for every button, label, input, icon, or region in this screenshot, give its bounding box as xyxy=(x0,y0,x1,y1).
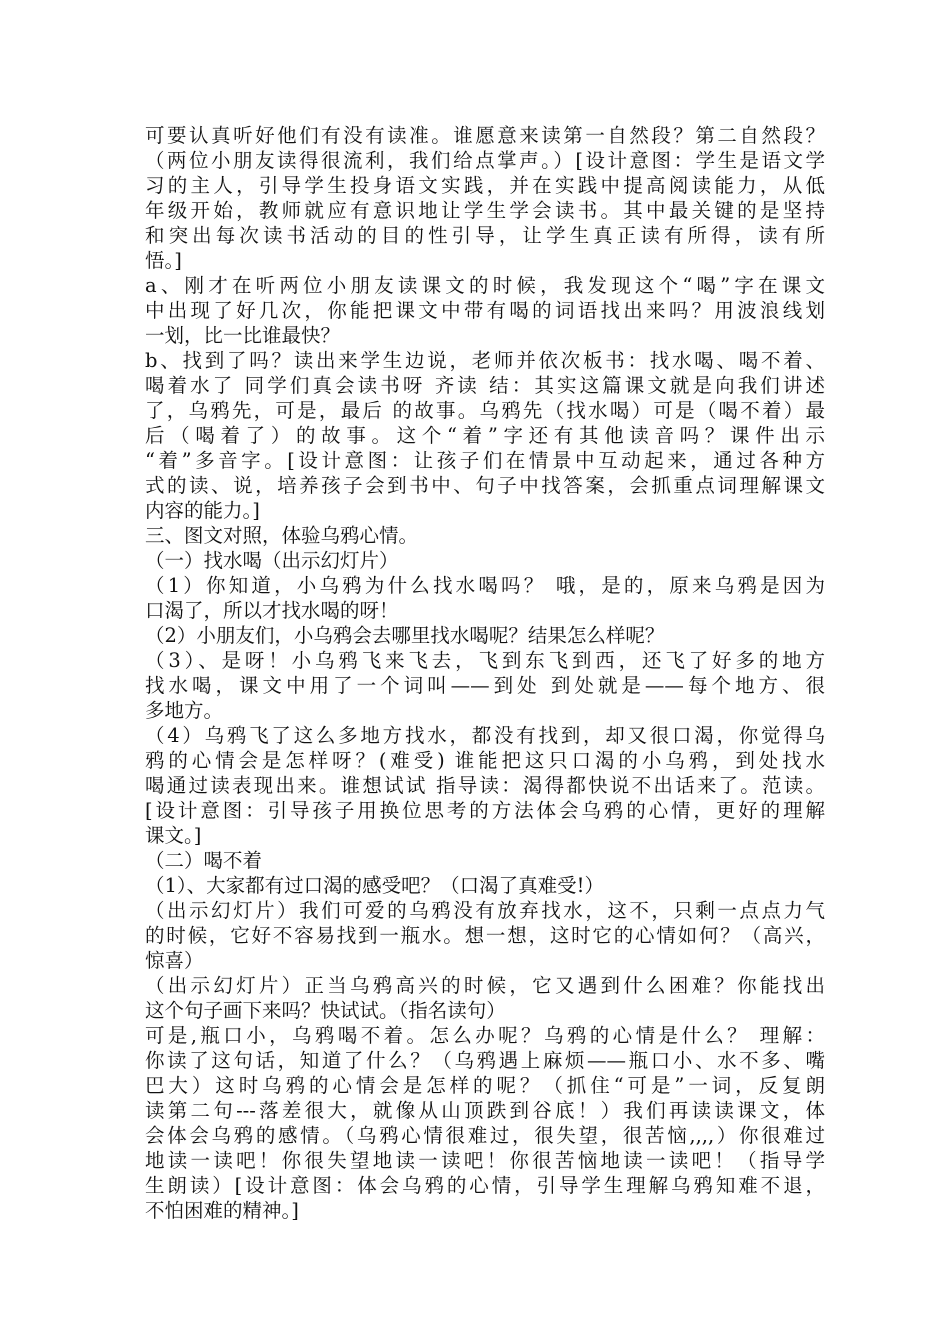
text-line: 多地方。 xyxy=(145,699,224,722)
text-line: 内容的能力。] xyxy=(145,499,260,522)
text-line: 口渴了，所以才找水喝的呀！ xyxy=(145,599,399,622)
text-line: 这个句子画下来吗？快试试。（指名读句） xyxy=(145,999,506,1022)
text-line: 喝着水了 同学们真会读书呀 齐读 结：其实这篇课文就是向我们讲述 xyxy=(145,374,825,397)
text-line: （出示幻灯片）正当乌鸦高兴的时候，它又遇到什么困难？你能找出 xyxy=(145,974,825,997)
text-line: 你读了这句话，知道了什么？（乌鸦遇上麻烦——瓶口小、水不多、嘴 xyxy=(145,1049,825,1072)
text-line: 习的主人，引导学生投身语文实践，并在实践中提高阅读能力，从低 xyxy=(145,174,825,197)
text-line: [设计意图：引导孩子用换位思考的方法体会乌鸦的心情，更好的理解 xyxy=(145,799,825,822)
text-line: 式的读、说，培养孩子会到书中、句子中找答案，会抓重点词理解课文 xyxy=(145,474,825,497)
text-line: （3）、是呀！小乌鸦飞来飞去，飞到东飞到西，还飞了好多的地方 xyxy=(145,649,825,672)
text-line: 巴大）这时乌鸦的心情会是怎样的呢？（抓住“可是”一词，反复朗 xyxy=(145,1074,825,1097)
text-line: 和突出每次读书活动的目的性引导，让学生真正读有所得，读有所 xyxy=(145,224,825,247)
text-line: （1）你知道，小乌鸦为什么找水喝吗？ 哦，是的，原来乌鸦是因为 xyxy=(145,574,825,597)
text-line: 会体会乌鸦的感情。（乌鸦心情很难过，很失望，很苦恼,,,,）你很难过 xyxy=(145,1124,825,1147)
text-line: （4）乌鸦飞了这么多地方找水，都没有找到，却又很口渴，你觉得乌 xyxy=(145,724,825,747)
text-line: 喝通过读表现出来。谁想试试 指导读：渴得都快说不出话来了。范读。 xyxy=(145,774,825,797)
text-line: （两位小朋友读得很流利，我们给点掌声。）[设计意图：学生是语文学 xyxy=(145,149,825,172)
text-line: 后（喝着了）的故事。这个“着”字还有其他读音吗？课件出示 xyxy=(145,424,825,447)
subsection-heading: （二）喝不着 xyxy=(145,849,263,872)
text-line: 年级开始，教师就应有意识地让学生学会读书。其中最关键的是坚持 xyxy=(145,199,825,222)
text-line: 可是,瓶口小，乌鸦喝不着。怎么办呢？乌鸦的心情是什么？ 理解： xyxy=(145,1024,825,1047)
text-line: 悟。] xyxy=(145,249,182,272)
text-line: 找水喝，课文中用了一个词叫——到处 到处就是——每个地方、很 xyxy=(145,674,825,697)
text-line: （2）小朋友们，小乌鸦会去哪里找水喝呢？结果怎么样呢？ xyxy=(145,624,665,647)
text-line: 鸦的心情会是怎样呀？(难受) 谁能把这只口渴的小乌鸦，到处找水 xyxy=(145,749,825,772)
text-line: 课文。] xyxy=(145,824,202,847)
text-line: 了，乌鸦先，可是，最后 的故事。乌鸦先（找水喝）可是（喝不着）最 xyxy=(145,399,825,422)
text-line: “着”多音字。[设计意图：让孩子们在情景中互动起来，通过各种方 xyxy=(145,449,825,472)
text-line: 可要认真听好他们有没有读准。谁愿意来读第一自然段？第二自然段？ xyxy=(145,124,825,147)
text-line: b、找到了吗？读出来学生边说，老师并依次板书：找水喝、喝不着、 xyxy=(145,349,825,372)
text-line: 的时候，它好不容易找到一瓶水。想一想，这时它的心情如何？（高兴， xyxy=(145,924,825,947)
text-line: 地读一读吧！你很失望地读一读吧！你很苦恼地读一读吧！（指导学 xyxy=(145,1149,825,1172)
text-line: 生朗读）[设计意图：体会乌鸦的心情，引导学生理解乌鸦知难不退， xyxy=(145,1174,825,1197)
text-line: a、刚才在听两位小朋友读课文的时候，我发现这个“喝”字在课文 xyxy=(145,274,825,297)
text-line: 不怕困难的精神。] xyxy=(145,1199,299,1222)
subsection-heading: （一）找水喝（出示幻灯片） xyxy=(145,549,399,572)
text-line: （出示幻灯片）我们可爱的乌鸦没有放弃找水，这不，只剩一点点力气 xyxy=(145,899,825,922)
text-line: 读第二句---落差很大，就像从山顶跌到谷底！）我们再读读课文，体 xyxy=(145,1099,825,1122)
text-line: 一划，比一比谁最快？ xyxy=(145,324,341,347)
text-line: 惊喜） xyxy=(145,949,204,972)
text-line: （1）、大家都有过口渴的感受吧？（口渴了真难受!） xyxy=(145,874,604,897)
section-heading: 三、图文对照，体验乌鸦心情。 xyxy=(145,524,419,547)
text-line: 中出现了好几次，你能把课文中带有喝的词语找出来吗？用波浪线划 xyxy=(145,299,825,322)
